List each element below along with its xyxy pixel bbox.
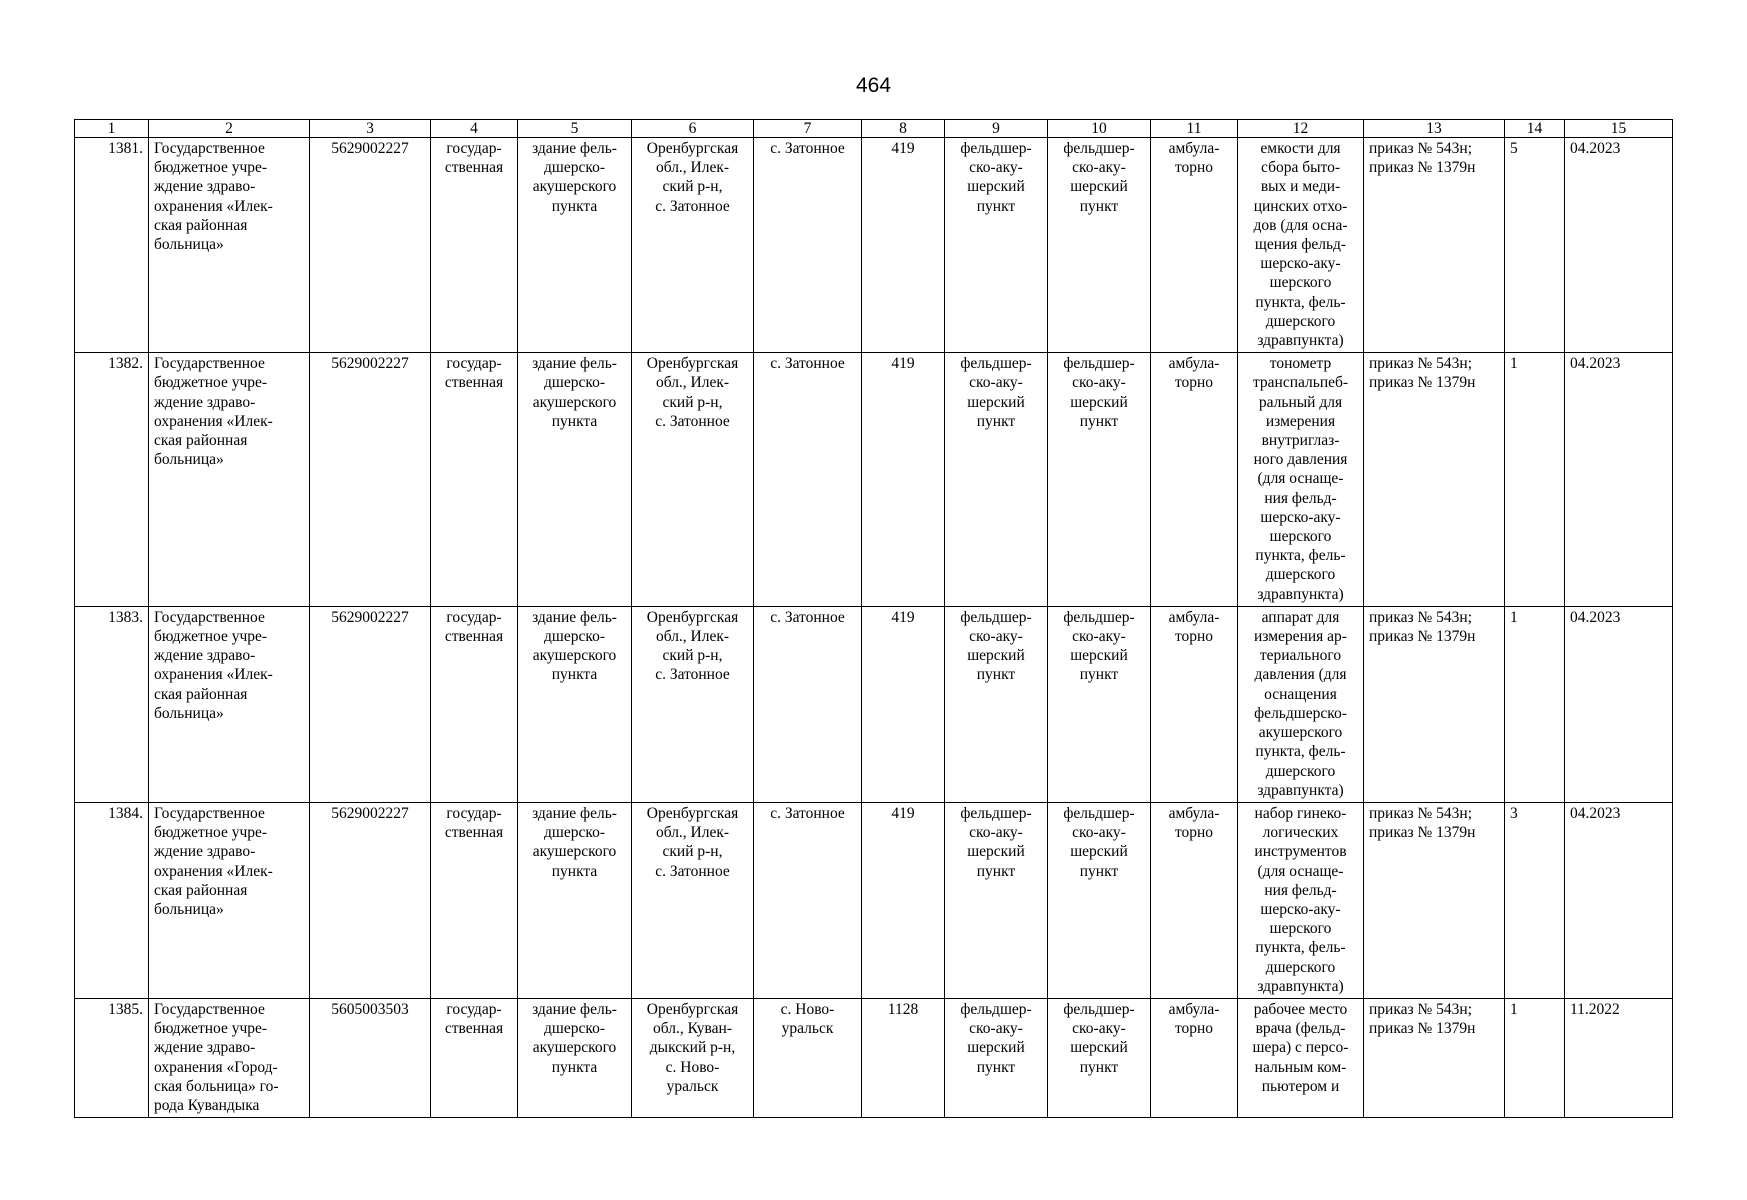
unit-type: фельдшер- ско-аку- шерский пункт [1048,138,1151,353]
settlement: с. Ново- уральск [754,998,862,1117]
header-col-14: 14 [1505,120,1565,138]
row-number: 1382. [75,353,149,607]
address: Оренбургская обл., Илек- ский р-н, с. Затонное [632,353,754,607]
population: 419 [862,353,945,607]
table-row [75,353,1673,607]
header-col-12: 12 [1238,120,1364,138]
inn: 5629002227 [310,606,431,802]
date: 04.2023 [1565,138,1673,353]
order-reference: приказ № 543н; приказ № 1379н [1364,353,1505,607]
date: 11.2022 [1565,998,1673,1117]
header-col-1: 1 [75,120,149,138]
equipment-name: аппарат для измерения ар- териального давления (для оснащения фельдшерско- акушерского пункта, фель- дшерского здравпункта) [1238,606,1364,802]
inn: 5629002227 [310,138,431,353]
facility-type: фельдшер- ско-аку- шерский пункт [945,998,1048,1117]
equipment-name: набор гинеко- логических инструментов (для оснаще- ния фельд- шерско-аку- шерского пункта, фель- дшерского здравпункта) [1238,802,1364,998]
unit-type: фельдшер- ско-аку- шерский пункт [1048,802,1151,998]
ownership-type: государ- ственная [431,138,518,353]
header-col-4: 4 [431,120,518,138]
inn: 5629002227 [310,802,431,998]
equipment-name: емкости для сбора быто- вых и меди- цинских отхо- дов (для осна- щения фельд- шерско-аку- шерского пункта, фель- дшерского здравпункта) [1238,138,1364,353]
unit-type: фельдшер- ско-аку- шерский пункт [1048,353,1151,607]
header-col-8: 8 [862,120,945,138]
unit-type: фельдшер- ско-аку- шерский пункт [1048,998,1151,1117]
institution-name: Государственное бюджетное учре- ждение здраво- охранения «Илек- ская районная больница» [149,138,310,353]
table-row [75,802,1673,998]
row-number: 1384. [75,802,149,998]
equipment-name: тонометр транспальпеб- ральный для измерения внутриглаз- ного давления (для оснаще- ния фельд- шерско-аку- шерского пункта, фель- дшерского здравпункта) [1238,353,1364,607]
equipment-name: рабочее место врача (фельд- шера) с персо- нальным ком- пьютером и [1238,998,1364,1117]
quantity: 1 [1505,998,1565,1117]
settlement: с. Затонное [754,353,862,607]
ownership-type: государ- ственная [431,802,518,998]
inn: 5629002227 [310,353,431,607]
row-number: 1381. [75,138,149,353]
header-col-2: 2 [149,120,310,138]
table-row [75,138,1673,353]
order-reference: приказ № 543н; приказ № 1379н [1364,606,1505,802]
building-type: здание фель- дшерско- акушерского пункта [518,802,632,998]
ownership-type: государ- ственная [431,606,518,802]
registry-table [74,119,1673,1118]
unit-type: фельдшер- ско-аку- шерский пункт [1048,606,1151,802]
header-col-15: 15 [1565,120,1673,138]
order-reference: приказ № 543н; приказ № 1379н [1364,138,1505,353]
quantity: 1 [1505,353,1565,607]
building-type: здание фель- дшерско- акушерского пункта [518,998,632,1117]
care-condition: амбула- торно [1151,606,1238,802]
quantity: 5 [1505,138,1565,353]
address: Оренбургская обл., Илек- ский р-н, с. Затонное [632,606,754,802]
quantity: 3 [1505,802,1565,998]
row-number: 1385. [75,998,149,1117]
row-number: 1383. [75,606,149,802]
care-condition: амбула- торно [1151,802,1238,998]
settlement: с. Затонное [754,606,862,802]
settlement: с. Затонное [754,802,862,998]
address: Оренбургская обл., Куван- дыкский р-н, с. Ново- уральск [632,998,754,1117]
address: Оренбургская обл., Илек- ский р-н, с. Затонное [632,802,754,998]
facility-type: фельдшер- ско-аку- шерский пункт [945,802,1048,998]
table-row [75,998,1673,1117]
date: 04.2023 [1565,802,1673,998]
care-condition: амбула- торно [1151,138,1238,353]
population: 419 [862,606,945,802]
care-condition: амбула- торно [1151,998,1238,1117]
population: 419 [862,802,945,998]
inn: 5605003503 [310,998,431,1117]
header-col-10: 10 [1048,120,1151,138]
column-number-header [75,120,1673,138]
facility-type: фельдшер- ско-аку- шерский пункт [945,138,1048,353]
building-type: здание фель- дшерско- акушерского пункта [518,606,632,802]
quantity: 1 [1505,606,1565,802]
facility-type: фельдшер- ско-аку- шерский пункт [945,353,1048,607]
care-condition: амбула- торно [1151,353,1238,607]
institution-name: Государственное бюджетное учре- ждение здраво- охранения «Илек- ская районная больница» [149,353,310,607]
header-col-9: 9 [945,120,1048,138]
header-col-6: 6 [632,120,754,138]
address: Оренбургская обл., Илек- ский р-н, с. Затонное [632,138,754,353]
date: 04.2023 [1565,606,1673,802]
table-row [75,606,1673,802]
header-col-5: 5 [518,120,632,138]
institution-name: Государственное бюджетное учре- ждение здраво- охранения «Илек- ская районная больница» [149,606,310,802]
ownership-type: государ- ственная [431,353,518,607]
order-reference: приказ № 543н; приказ № 1379н [1364,802,1505,998]
settlement: с. Затонное [754,138,862,353]
header-row [75,120,1673,138]
header-col-13: 13 [1364,120,1505,138]
building-type: здание фель- дшерско- акушерского пункта [518,138,632,353]
institution-name: Государственное бюджетное учре- ждение здраво- охранения «Илек- ская районная больница» [149,802,310,998]
header-col-11: 11 [1151,120,1238,138]
header-col-7: 7 [754,120,862,138]
date: 04.2023 [1565,353,1673,607]
population: 419 [862,138,945,353]
facility-type: фельдшер- ско-аку- шерский пункт [945,606,1048,802]
ownership-type: государ- ственная [431,998,518,1117]
institution-name: Государственное бюджетное учре- ждение здраво- охранения «Город- ская больница» го- рода Кувандыка [149,998,310,1117]
building-type: здание фель- дшерско- акушерского пункта [518,353,632,607]
population: 1128 [862,998,945,1117]
page-number: 464 [855,74,892,97]
order-reference: приказ № 543н; приказ № 1379н [1364,998,1505,1117]
header-col-3: 3 [310,120,431,138]
